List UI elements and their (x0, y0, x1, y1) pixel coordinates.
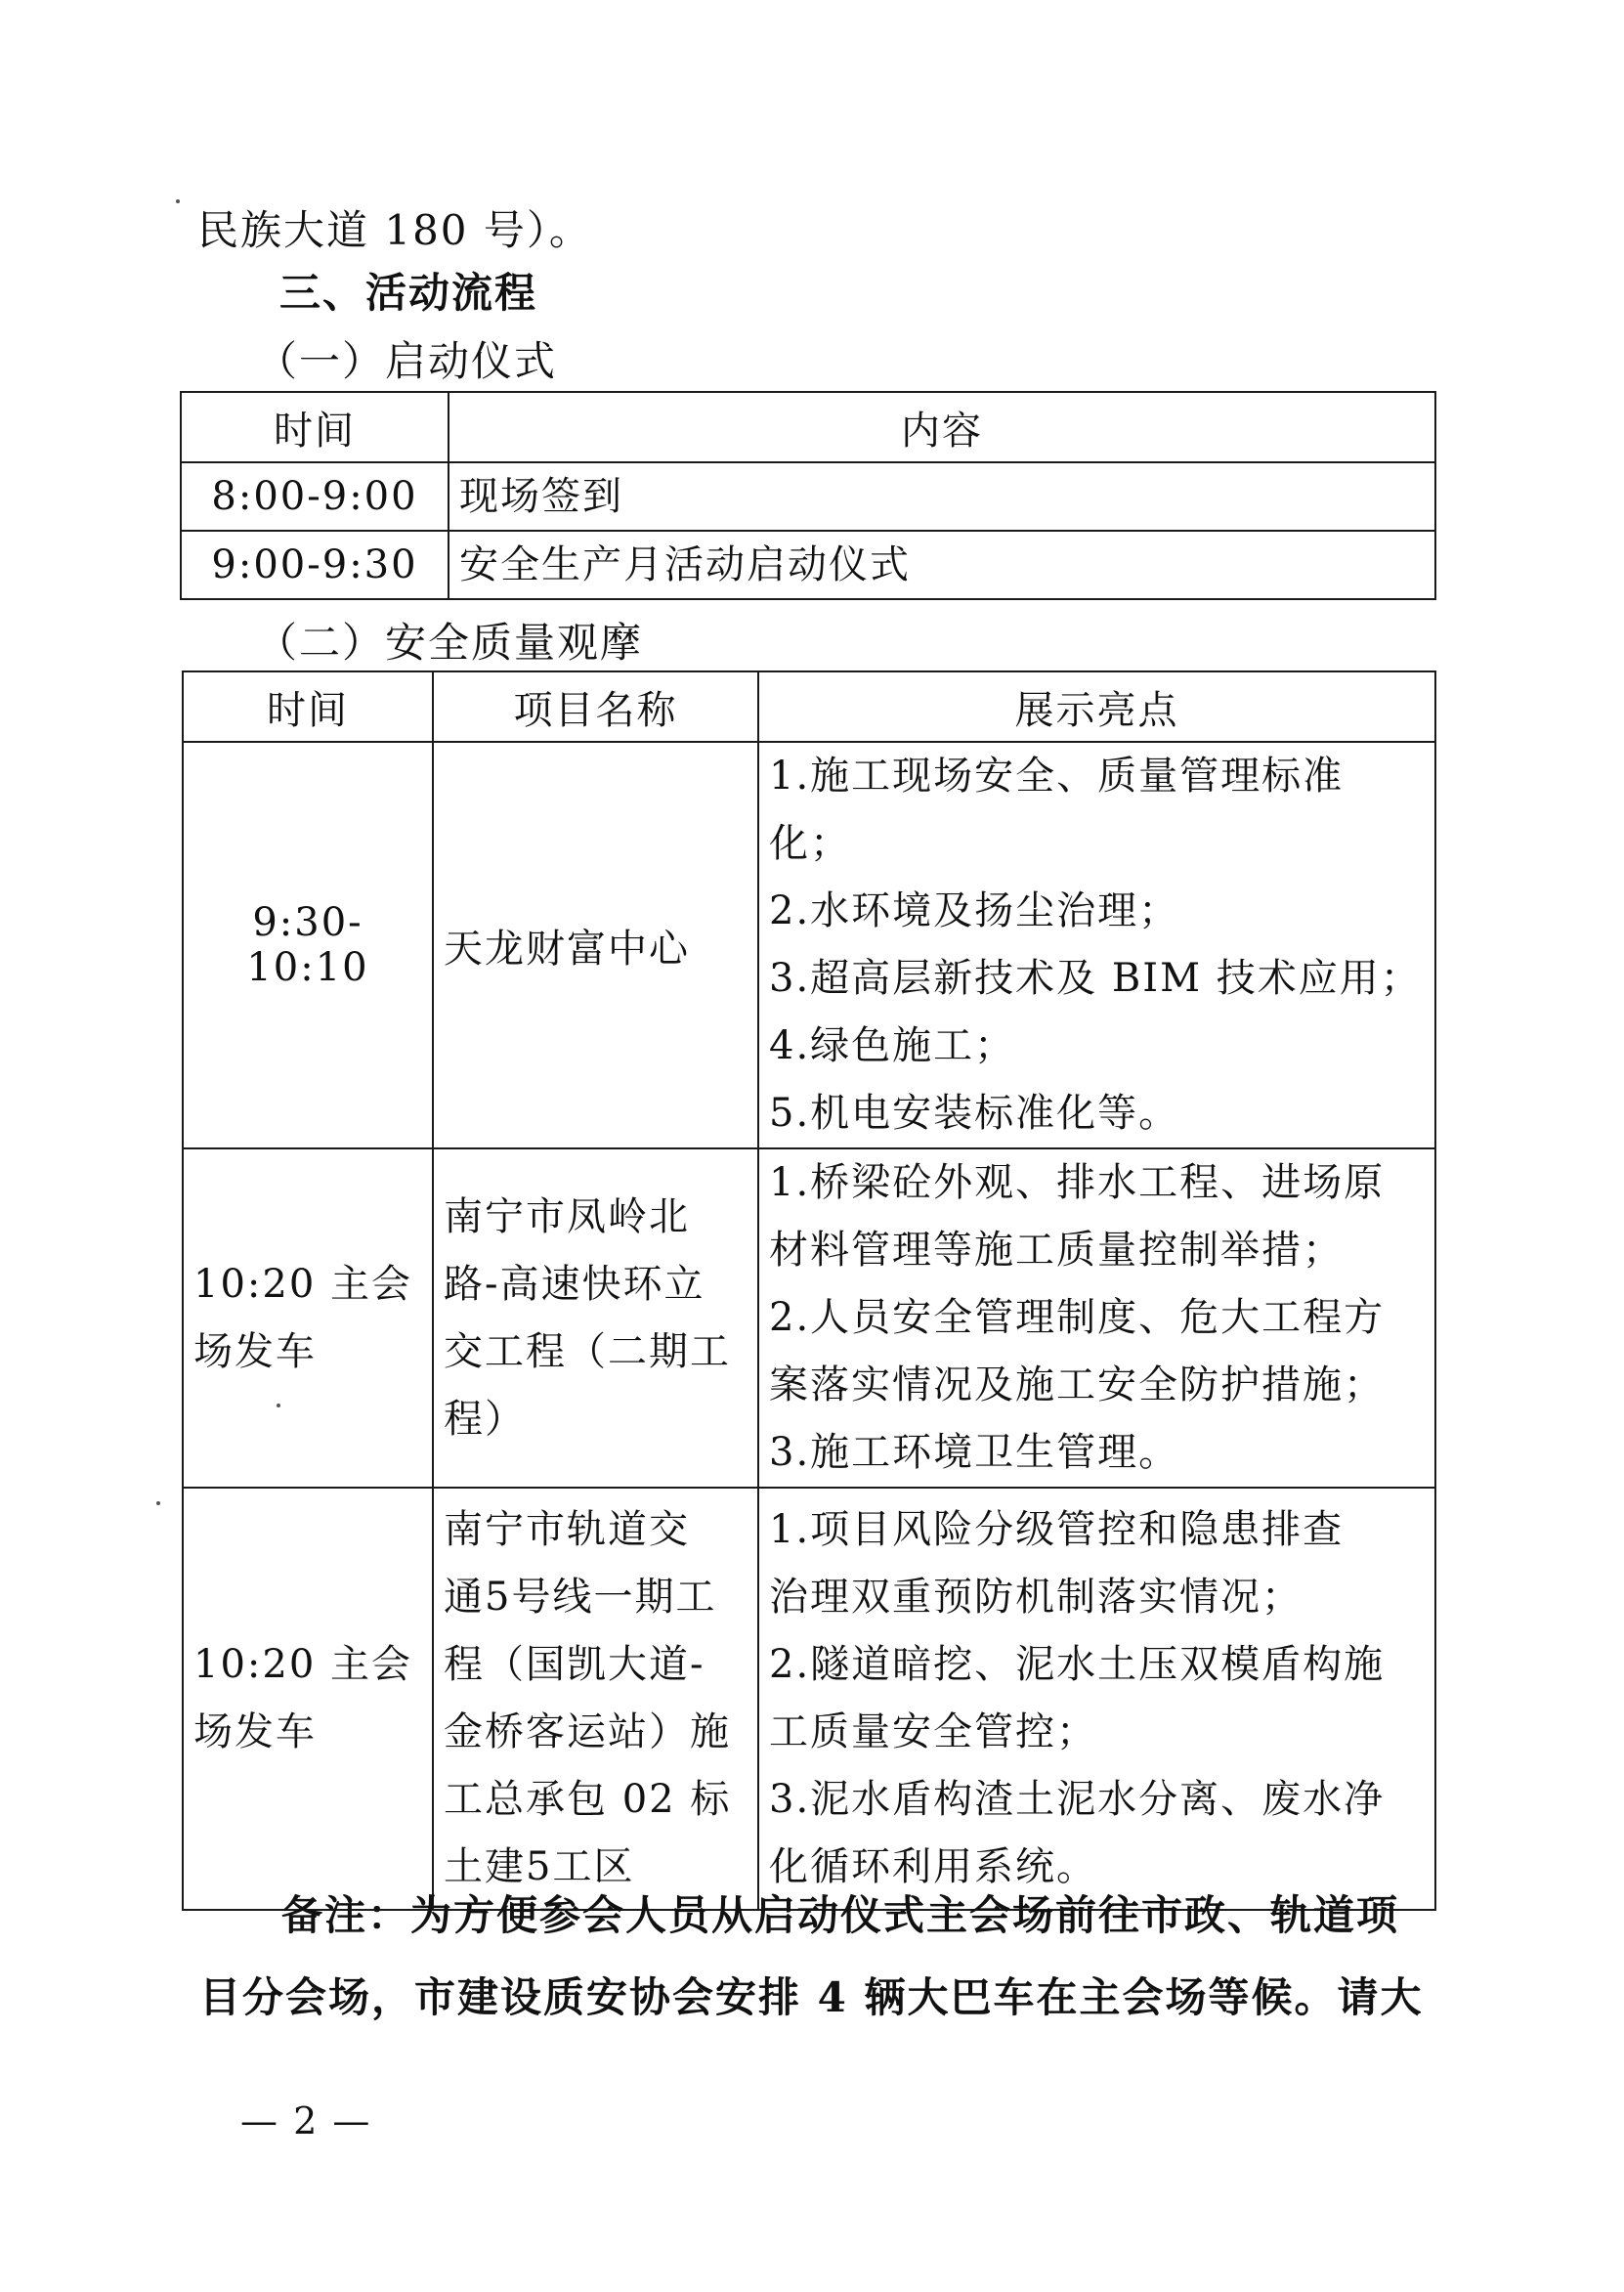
highlight-line: 工质量安全管控； (769, 1709, 1097, 1754)
highlight-line: 治理双重预防机制落实情况； (769, 1575, 1303, 1620)
project-name-line: 交工程（二期工 (444, 1328, 731, 1374)
project-name-line: 通5号线一期工 (444, 1575, 717, 1620)
table-row (181, 531, 1435, 599)
highlight-line: 1.项目风险分级管控和隐患排查 (769, 1507, 1345, 1552)
highlight-line: 3.施工环境卫生管理。 (769, 1430, 1180, 1475)
row-time: 9:30-10:10 (183, 742, 433, 1148)
row-time: 9:00-9:30 (181, 531, 449, 599)
header-highlights: 展示亮点 (758, 671, 1435, 742)
header-content: 内容 (449, 392, 1435, 462)
header-time: 时间 (181, 392, 449, 462)
note-paragraph (199, 1875, 1423, 2039)
row-highlights (758, 742, 1435, 1148)
row-highlights (758, 1148, 1435, 1488)
row-content: 现场签到 (449, 462, 1435, 531)
time-line: 场发车 (193, 1709, 317, 1754)
highlight-line: 案落实情况及施工安全防护措施； (769, 1362, 1385, 1407)
project-name-line: 土建5工区 (444, 1844, 635, 1889)
project-name-line: 程（国凯大道- (444, 1642, 705, 1687)
row-project-name (433, 1148, 758, 1488)
safety-observation-table (182, 670, 1436, 1911)
table-header-row (181, 392, 1435, 462)
table-row (183, 1488, 1435, 1910)
table-row (183, 1148, 1435, 1488)
project-name-line: 路-高速快环立 (444, 1261, 705, 1307)
highlight-line: 材料管理等施工质量控制举措； (769, 1228, 1344, 1273)
project-name-line: 程） (444, 1396, 526, 1442)
highlight-line: 化循环利用系统。 (769, 1844, 1097, 1889)
table-row (181, 462, 1435, 531)
row-time: 8:00-9:00 (181, 462, 449, 531)
row-time (183, 1488, 433, 1910)
section-heading: 三、活动流程 (279, 269, 538, 317)
note-line: 备注：为方便参会人员从启动仪式主会场前往市政、轨道项 (281, 1891, 1400, 1939)
row-time (183, 1148, 433, 1488)
row-highlights (758, 1488, 1435, 1910)
highlight-line: 3.泥水盾构渣土泥水分离、废水净 (769, 1777, 1386, 1822)
table-header-row (183, 671, 1435, 742)
highlight-line: 2.隧道暗挖、泥水土压双模盾构施 (769, 1642, 1386, 1687)
page-number: — 2 — (240, 2099, 372, 2142)
row-content: 安全生产月活动启动仪式 (449, 531, 1435, 599)
row-project-name: 天龙财富中心 (433, 742, 758, 1148)
highlight-line: 1.桥梁砼外观、排水工程、进场原 (769, 1160, 1386, 1205)
project-name-line: 金桥客运站）施 (444, 1709, 731, 1754)
scan-speck (156, 1501, 160, 1505)
table-row (183, 742, 1435, 1148)
subsection-launch-ceremony: （一）启动仪式 (256, 337, 558, 385)
project-name-line: 南宁市轨道交 (444, 1507, 690, 1552)
subsection-safety-quality-observation: （二）安全质量观摩 (256, 619, 644, 667)
launch-ceremony-table (180, 391, 1436, 600)
header-project-name: 项目名称 (433, 671, 758, 742)
highlight-line: 化； (769, 821, 851, 866)
highlight-line: 5.机电安装标准化等。 (769, 1091, 1180, 1136)
highlight-line: 2.水环境及扬尘治理； (769, 888, 1180, 933)
note-line: 目分会场，市建设质安协会安排 4 辆大巴车在主会场等候。请大 (199, 1973, 1424, 2021)
highlight-line: 4.绿色施工； (769, 1023, 1016, 1068)
scan-speck (176, 199, 180, 203)
time-line: 10:20 主会 (193, 1261, 412, 1307)
highlight-line: 1.施工现场安全、质量管理标准 (769, 754, 1345, 799)
row-project-name (433, 1488, 758, 1910)
time-line: 10:20 主会 (193, 1642, 412, 1687)
highlight-line: 3.超高层新技术及 BIM 技术应用； (769, 956, 1422, 1001)
project-name-line: 工总承包 02 标 (444, 1777, 732, 1822)
time-line: 场发车 (193, 1328, 317, 1374)
intro-tail-text: 民族大道 180 号）。 (197, 206, 592, 254)
project-name-line: 南宁市凤岭北 (444, 1193, 690, 1239)
highlight-line: 2.人员安全管理制度、危大工程方 (769, 1295, 1386, 1340)
header-time: 时间 (183, 671, 433, 742)
